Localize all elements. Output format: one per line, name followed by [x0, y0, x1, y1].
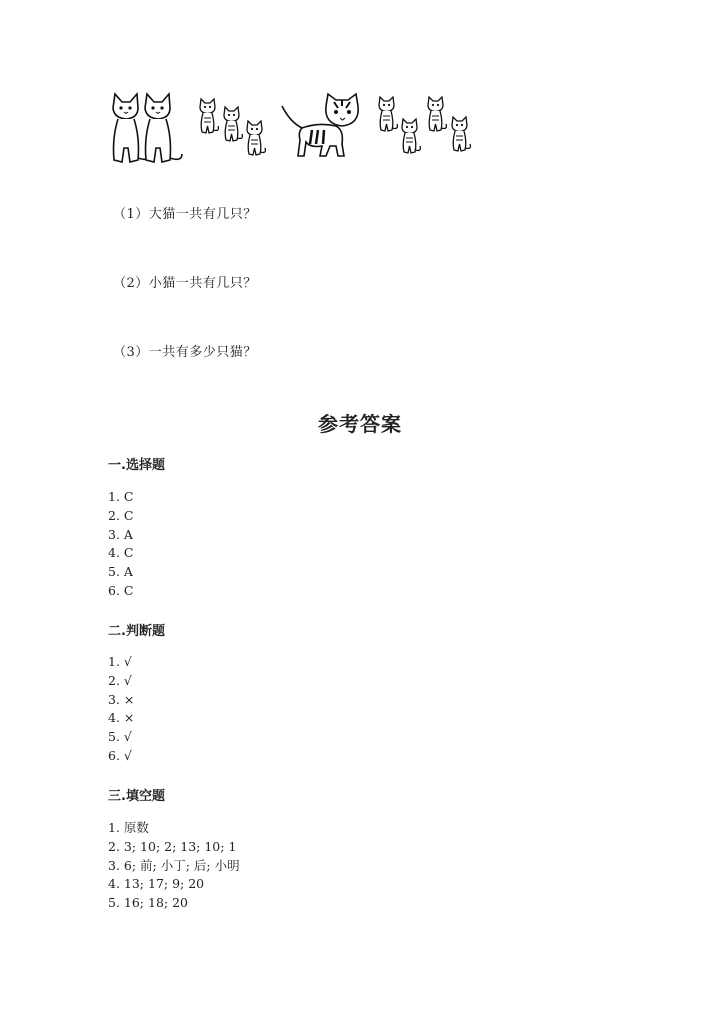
small-cat-icon	[428, 97, 446, 131]
small-cat-icon	[379, 97, 397, 131]
choice-answer-list	[108, 488, 133, 601]
big-cat-icon	[113, 94, 150, 162]
list-item: 5. 16; 18; 20	[108, 895, 188, 911]
list-item: 5. A	[108, 564, 133, 580]
list-item: 6. √	[108, 747, 132, 763]
small-cat-icon	[200, 99, 218, 133]
list-item: 2. √	[108, 672, 132, 688]
section-title-judgement: 二.判断题	[108, 624, 165, 639]
list-item: 4. ×	[108, 710, 135, 726]
small-cat-icon	[452, 117, 470, 151]
cats-illustration	[104, 86, 484, 168]
judgement-answer-list	[108, 653, 134, 766]
list-item: 1. 原数	[108, 820, 149, 835]
list-item: 1. C	[108, 489, 134, 504]
small-cat-icon	[402, 119, 420, 153]
question-3: （3）一共有多少只猫？	[113, 345, 257, 360]
list-item: 5. √	[108, 729, 132, 745]
small-cat-icon	[247, 121, 265, 155]
list-item: 3. ×	[108, 691, 135, 707]
question-1: （1）大猫一共有几只？	[113, 207, 257, 222]
list-item: 3. 6; 前; 小丁; 后; 小明	[108, 857, 240, 873]
walking-cat-icon	[282, 94, 358, 156]
section-title-choice: 一.选择题	[108, 458, 165, 473]
fill-blank-answer-list	[108, 819, 240, 913]
list-item: 1. √	[108, 654, 132, 669]
list-item: 3. A	[108, 526, 133, 542]
answer-key-title: 参考答案	[318, 412, 402, 436]
question-2: （2）小猫一共有几只？	[113, 276, 257, 291]
section-title-fill-blank: 三.填空题	[108, 789, 165, 804]
list-item: 2. 3; 10; 2; 13; 10; 1	[108, 838, 237, 854]
list-item: 6. C	[108, 582, 134, 598]
list-item: 4. 13; 17; 9; 20	[108, 876, 205, 892]
big-cat-icon	[145, 94, 182, 162]
list-item: 4. C	[108, 545, 134, 561]
list-item: 2. C	[108, 507, 134, 523]
small-cat-icon	[224, 107, 242, 141]
